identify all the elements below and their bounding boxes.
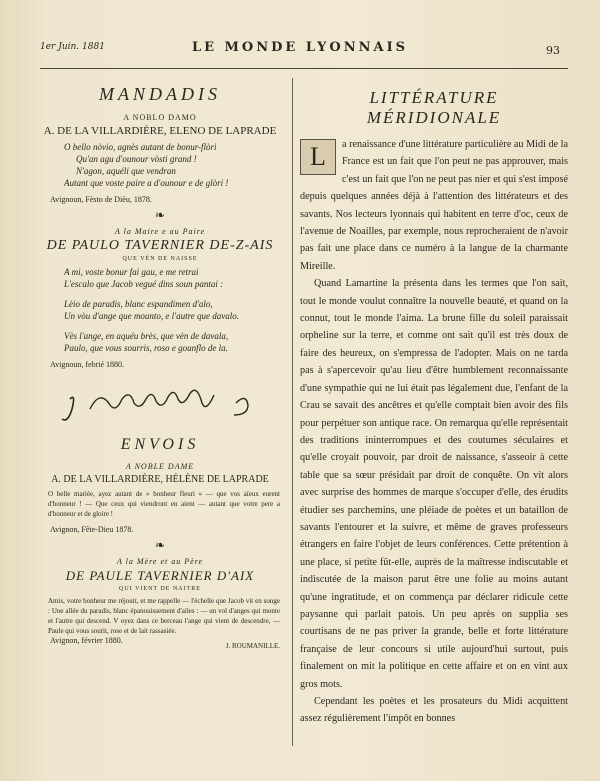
left-column xyxy=(40,80,280,650)
place-date-1: Avignoun, Fèsto de Dièu, 1878. xyxy=(50,195,152,204)
header-date: 1er Juin. 1881 xyxy=(40,42,105,52)
paragraph xyxy=(300,136,568,275)
poem-2 xyxy=(64,266,280,354)
dedication-4: A la Mère et au Père xyxy=(116,557,204,566)
dedication-1: A NOBLO DAMO xyxy=(123,113,197,122)
paragraph-text: a renaissance d'une littérature particulière au Midi de la France est un fait que l'on peut ne pas approuver, mais c'est un fait que l'on ne peut pas nier et qui s'est imposé depuis quelques années déjà à l'attention des littérateurs et des savants. Nos lecteurs lyonnais qui habitent en terre d'oc, ceux de l'avenue de Noailles, par exemple, nous reprocheraient de n'avoir pas fait une place dans ce numéro à la langue de la charmante Mireille. xyxy=(300,139,568,272)
poem-line: A mi, voste bonur fai gau, e me retrai xyxy=(64,267,199,277)
place-date-4: Avignon, février 1880. xyxy=(50,636,123,645)
poem-line: Paulo, que vous sourris, roso e gounflo de la. xyxy=(64,343,228,353)
poem-line: Un vòu d'ange que mounto, e l'autre que davalo. xyxy=(64,311,239,321)
page-number: 93 xyxy=(546,44,560,57)
prose-1: O belle mariée, ayez autant de « bonheur fleuri » — que vos aïeux eurent d'honneur ! — Que ceux qui viendront en aient — autant que votre pere a d'honneur et de gloire ! xyxy=(48,490,280,518)
right-column xyxy=(300,80,568,728)
subtitle-2: DE PAULE TAVERNIER D'AIX xyxy=(65,568,255,583)
prose-2: Amis, votre bonheur me réjouit, et me rappelle — l'échelle que Jacob vit en songe : Une allée du paradis, blanc épanouissement d'ailes : — un vol d'anges qui monte et l'autre qui descend. V oyez dans ce berceau l'ange qui vient de descendre, — Paule qui vous sourit, rose et de lait rassasiée. xyxy=(48,597,280,635)
poem-line: N'agon, aquéli que vendran xyxy=(76,166,176,176)
header-title: LE MONDE LYONNAIS xyxy=(191,40,409,55)
dedicatee-1: A. DE LA VILLARDIÈRE, ELENO DE LAPRADE xyxy=(43,125,277,137)
poem-line: Vès l'ange, en aquéu brès, que vèn de davala, xyxy=(64,331,229,341)
poem-line: L'escalo que Jacob vegué dins soun pantai : xyxy=(64,279,224,289)
place-date-2: Avignoun, febrié 1880. xyxy=(50,360,125,369)
dropcap: L xyxy=(300,139,336,175)
subtitle-1: DE PAULO TAVERNIER DE-Z-AIS xyxy=(46,238,274,253)
signature-text: J. ROUMANILLE. xyxy=(225,642,280,650)
ornament-icon: ❧ xyxy=(154,208,166,222)
page-header xyxy=(0,40,600,62)
mandadis-title: MANDADIS xyxy=(99,84,221,104)
dedication-3: A NOBLE DAME xyxy=(125,462,195,471)
closing-line xyxy=(40,636,280,650)
dedication-2: A la Maire e au Paire xyxy=(114,227,206,236)
place-date-3: Avignon, Fête-Dieu 1878. xyxy=(50,525,134,534)
envois-title: ENVOIS xyxy=(120,436,200,453)
paragraph: Cependant les poètes et les prosateurs du Midi acquittent assez régulièrement l'impôt en bonnes xyxy=(300,696,568,725)
poem-line: Lèio de paradis, blanc espandimen d'alo, xyxy=(64,299,213,309)
article-title: LITTÉRATURE MÉRIDIONALE xyxy=(366,88,502,127)
article-body xyxy=(300,136,568,728)
paragraph: Quand Lamartine la présenta dans les termes que l'on sait, tout le monde voulut connaître la nouvelle beauté, et quand on la connut, tout le monde l'aima. La brune fille du soleil paraissait orpheline sur la terre, et comme ont sait qu'il est très doux de faire des heureux, on s'empressa de l'adopter. Mais on ne tarda pas à s'apercevoir qu'au lieu d'être humblement reconnaissante d'une sympathie qui ne lui était pas légalement due, l'enfant de la Crau se savait des ancêtres et qu'elle comptait bien avoir des fils pour perpétuer son antique race. On remarqua qu'elle représentait des traditions ininterrompues et des coutumes séculaires et qu'elle croyait pouvoir, par droit de naissance, s'asseoir à cette table que sa sœur présidait par droit de conquête. On vit alors avec surprise des hommes de marque s'occuper d'elle, des érudits étudier ses parchemins, une pléiade de poètes et un bataillon de savants l'entourer et la suivre, et même de graves professeurs étrangers en faire l'objet de leurs conférences. Cette prétention à une place, si petite fût-elle, auprès de la maîtresse indiscutable et indiscutée de la maison parut être une folie au moins autant qu'une ingratitude, et on commença par déclarer ridicule cette paysanne qui parlait patois. Un peu après on supplia ses courtisans de ne pas priver la grande, belle et forte littérature française de leur concours si utile aujourd'hui surtout, puis finalement on mit la politique en cette affaire et on en vint aux gros mots. xyxy=(300,278,568,690)
born-note-1: QUE VÈN DE NAISSE xyxy=(122,256,198,262)
column-divider xyxy=(292,78,293,746)
dedicatee-2: A. DE LA VILLARDIÈRE, HÉLÈNE DE LAPRADE xyxy=(51,474,269,485)
header-rule xyxy=(40,68,568,69)
born-note-2: QUI VIENT DE NAITRE xyxy=(119,586,201,592)
ornament-icon: ❧ xyxy=(154,538,166,552)
signature-image xyxy=(40,379,280,427)
poem-line: O bello nòvio, agnès autant de bonur-flòri xyxy=(64,142,217,152)
poem-1 xyxy=(64,141,280,189)
poem-line: Autant que voste paire a d'ounour e de glòri ! xyxy=(64,178,229,188)
poem-line: Qu'an agu d'ounour vòsti grand ! xyxy=(76,154,197,164)
